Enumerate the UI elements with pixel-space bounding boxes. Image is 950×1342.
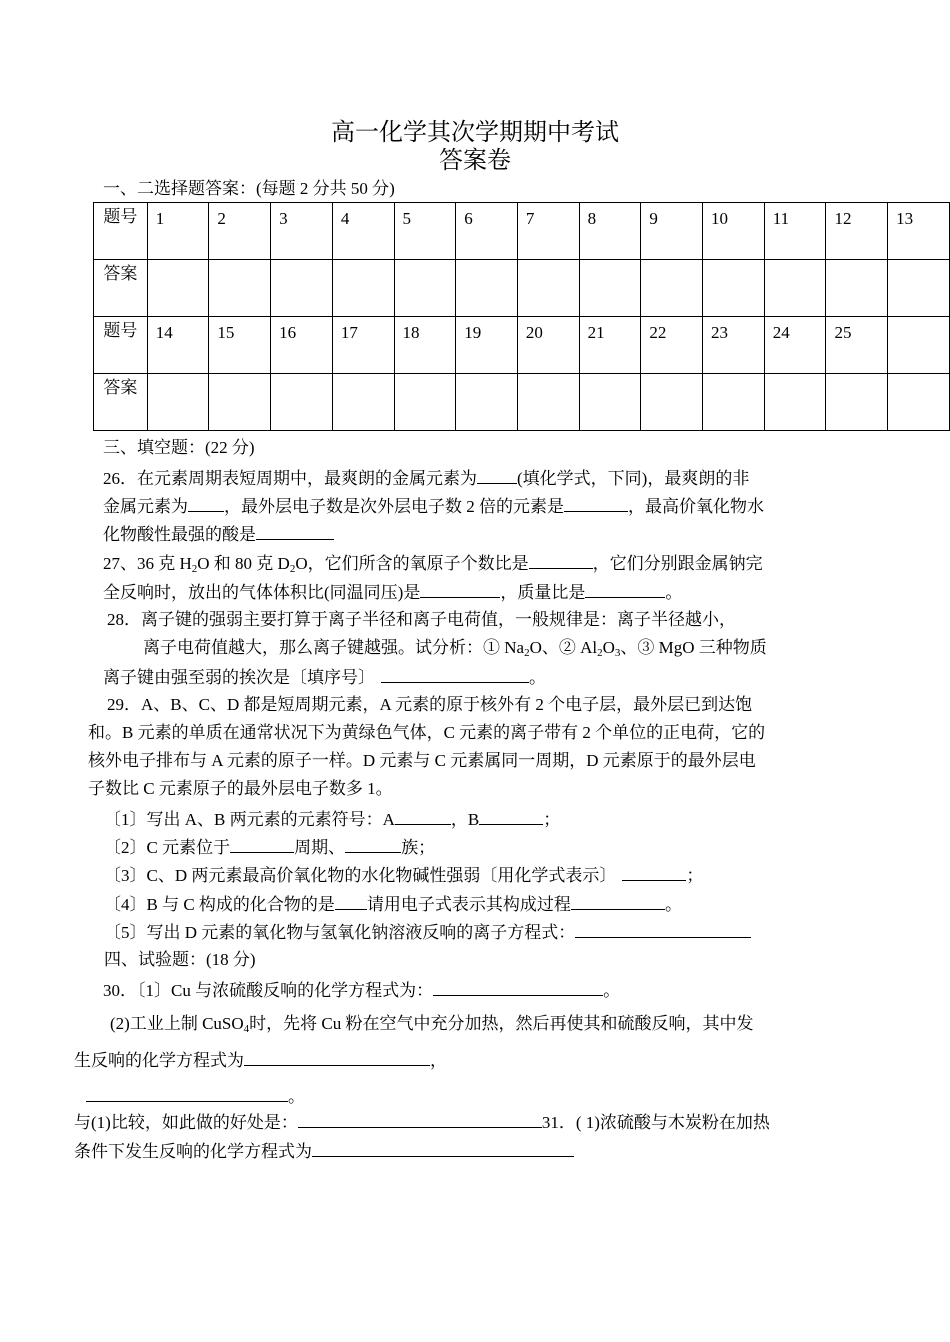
question-number: 25 (826, 317, 888, 374)
table-row (94, 203, 950, 260)
answer-cell[interactable] (703, 260, 765, 317)
row-label-question: 题号 (94, 317, 148, 374)
answer-blank[interactable] (571, 892, 665, 910)
question-number: 18 (394, 317, 456, 374)
question-29-line-1: 29．A、B、C、D 都是短周期元素，A 元素的原于核外有 2 个电子层，最外层已到达饱 (107, 695, 753, 714)
question-29-line-4: 子数比 C 元素原子的最外层电子数多 1。 (88, 779, 393, 798)
answer-cell[interactable] (641, 260, 703, 317)
question-number: 21 (579, 317, 641, 374)
answer-blank[interactable] (345, 835, 401, 853)
answer-cell[interactable] (579, 374, 641, 431)
answer-blank[interactable] (335, 892, 367, 910)
answer-blank[interactable] (529, 551, 593, 569)
question-28-line-1: 28．离子键的强弱主要打算于离子半径和离子电荷值，一般规律是：离子半径越小， (107, 610, 736, 629)
row-label-answer: 答案 (94, 374, 148, 431)
question-number: 24 (764, 317, 826, 374)
table-row (94, 374, 950, 431)
answer-blank[interactable] (298, 1110, 542, 1128)
question-number: 4 (332, 203, 394, 260)
answer-blank[interactable] (381, 665, 529, 683)
answer-blank[interactable] (312, 1139, 574, 1157)
answer-cell[interactable] (147, 374, 209, 431)
answer-cell[interactable] (517, 260, 579, 317)
question-number: 13 (888, 203, 950, 260)
table-row (94, 317, 950, 374)
question-30-line-2: (2)工业上制 CuSO$_4$时，先将 Cu 粉在空气中充分加热，然后再使其和硫酸反响，其中发 (110, 1014, 754, 1035)
answer-blank[interactable] (564, 494, 628, 512)
answer-cell[interactable] (517, 374, 579, 431)
page-title: 高一化学其次学期期中考试 (331, 118, 619, 146)
question-28-line-3: 离子键由强至弱的挨次是〔填序号〕 。 (103, 665, 546, 689)
question-number: 12 (826, 203, 888, 260)
question-29-sub-4: 〔4〕B 与 C 构成的化合物的是 请用电子式表示其构成过程 。 (104, 892, 682, 916)
question-29-sub-5: 〔5〕写出 D 元素的氧化物与氢氧化钠溶液反响的离子方程式： (104, 920, 751, 944)
answer-blank[interactable] (622, 863, 686, 881)
table-row (94, 260, 950, 317)
question-number: 10 (703, 203, 765, 260)
question-number: 19 (456, 317, 518, 374)
row-label-question: 题号 (94, 203, 148, 260)
question-29-sub-3: 〔3〕C、D 两元素最高价氧化物的水化物碱性强弱〔用化学式表示〕 ； (104, 863, 703, 887)
answer-cell[interactable] (271, 260, 333, 317)
answer-table (93, 202, 950, 431)
question-29-sub-1: 〔1〕写出 A、B 两元素的元素符号：A ，B ； (104, 807, 560, 831)
question-number: 23 (703, 317, 765, 374)
question-number: 17 (332, 317, 394, 374)
answer-cell[interactable] (888, 374, 950, 431)
question-30-line-1: 30．〔1〕Cu 与浓硫酸反响的化学方程式为： 。 (103, 978, 620, 1002)
question-29-line-3: 核外电子排布与 A 元素的原子一样。D 元素与 C 元素属同一周期，D 元素原于的最外层电 (88, 751, 756, 770)
question-number: 8 (579, 203, 641, 260)
answer-blank[interactable] (420, 580, 500, 598)
answer-blank[interactable] (256, 522, 334, 540)
answer-cell[interactable] (641, 374, 703, 431)
answer-blank[interactable] (575, 920, 751, 938)
row-label-answer: 答案 (94, 260, 148, 317)
answer-blank[interactable] (479, 807, 543, 825)
answer-blank[interactable] (585, 580, 665, 598)
answer-blank[interactable] (188, 494, 224, 512)
question-number: 16 (271, 317, 333, 374)
answer-cell[interactable] (579, 260, 641, 317)
answer-cell[interactable] (826, 260, 888, 317)
question-27-line-1: 27、36 克 $H_2O$ 和 80 克 $D_2O$，它们所含的氧原子个数比是 ，它们分别跟金属钠完 (103, 551, 763, 575)
answer-cell[interactable] (394, 260, 456, 317)
answer-cell[interactable] (764, 260, 826, 317)
answer-blank[interactable] (230, 835, 294, 853)
question-number: 14 (147, 317, 209, 374)
answer-blank[interactable] (86, 1084, 288, 1102)
question-number: 3 (271, 203, 333, 260)
section-choice-heading: 一、二选择题答案：(每题 2 分共 50 分) (103, 179, 395, 198)
question-number: 20 (517, 317, 579, 374)
answer-cell[interactable] (332, 374, 394, 431)
question-number: 9 (641, 203, 703, 260)
answer-cell[interactable] (394, 374, 456, 431)
answer-cell[interactable] (764, 374, 826, 431)
question-30-line-4: 。 (86, 1084, 305, 1108)
answer-cell[interactable] (456, 374, 518, 431)
section-experiment-heading: 四、试验题：(18 分) (104, 950, 256, 969)
section-fill-heading: 三、填空题：(22 分) (103, 438, 255, 457)
answer-cell[interactable] (209, 260, 271, 317)
question-30-line-5: 与(1)比较，如此做的好处是： 31．( 1)浓硫酸与木炭粉在加热 (74, 1110, 770, 1134)
question-28-line-2: 离子电荷值越大，那么离子键越强。试分析：① $Na_2O$、② $Al_2O_3$、③ MgO 三种物质 (143, 638, 767, 659)
answer-blank[interactable] (477, 466, 517, 484)
answer-cell[interactable] (703, 374, 765, 431)
question-number: 11 (764, 203, 826, 260)
answer-cell[interactable] (888, 260, 950, 317)
answer-blank[interactable] (433, 978, 603, 996)
answer-blank[interactable] (395, 807, 451, 825)
question-26-line-3: 化物酸性最强的酸是 (103, 522, 334, 546)
answer-cell[interactable] (332, 260, 394, 317)
question-number: 5 (394, 203, 456, 260)
question-30-line-3: 生反响的化学方程式为 ， (74, 1048, 447, 1072)
question-26-line-2: 金属元素为 ，最外层电子数是次外层电子数 2 倍的元素是 ，最高价氧化物水 (103, 494, 764, 518)
answer-cell[interactable] (456, 260, 518, 317)
question-number: 7 (517, 203, 579, 260)
answer-cell[interactable] (147, 260, 209, 317)
question-27-line-2: 全反响时，放出的气体体积比(同温同压)是 ，质量比是 。 (103, 580, 682, 604)
question-number: 6 (456, 203, 518, 260)
answer-cell[interactable] (209, 374, 271, 431)
page-subtitle: 答案卷 (439, 146, 511, 174)
question-29-line-2: 和。B 元素的单质在通常状况下为黄绿色气体，C 元素的离子带有 2 个单位的正电荷，它的 (88, 723, 766, 742)
question-31-line-1: 条件下发生反响的化学方程式为 (74, 1139, 574, 1163)
question-number (888, 317, 950, 374)
question-number: 1 (147, 203, 209, 260)
question-29-sub-2: 〔2〕C 元素位于 周期、 族； (104, 835, 435, 859)
answer-blank[interactable] (244, 1048, 430, 1066)
answer-cell[interactable] (826, 374, 888, 431)
answer-cell[interactable] (271, 374, 333, 431)
question-number: 15 (209, 317, 271, 374)
question-number: 22 (641, 317, 703, 374)
question-number: 2 (209, 203, 271, 260)
question-26-line-1: 26．在元素周期表短周期中，最爽朗的金属元素为 (填化学式，下同)，最爽朗的非 (103, 466, 749, 490)
